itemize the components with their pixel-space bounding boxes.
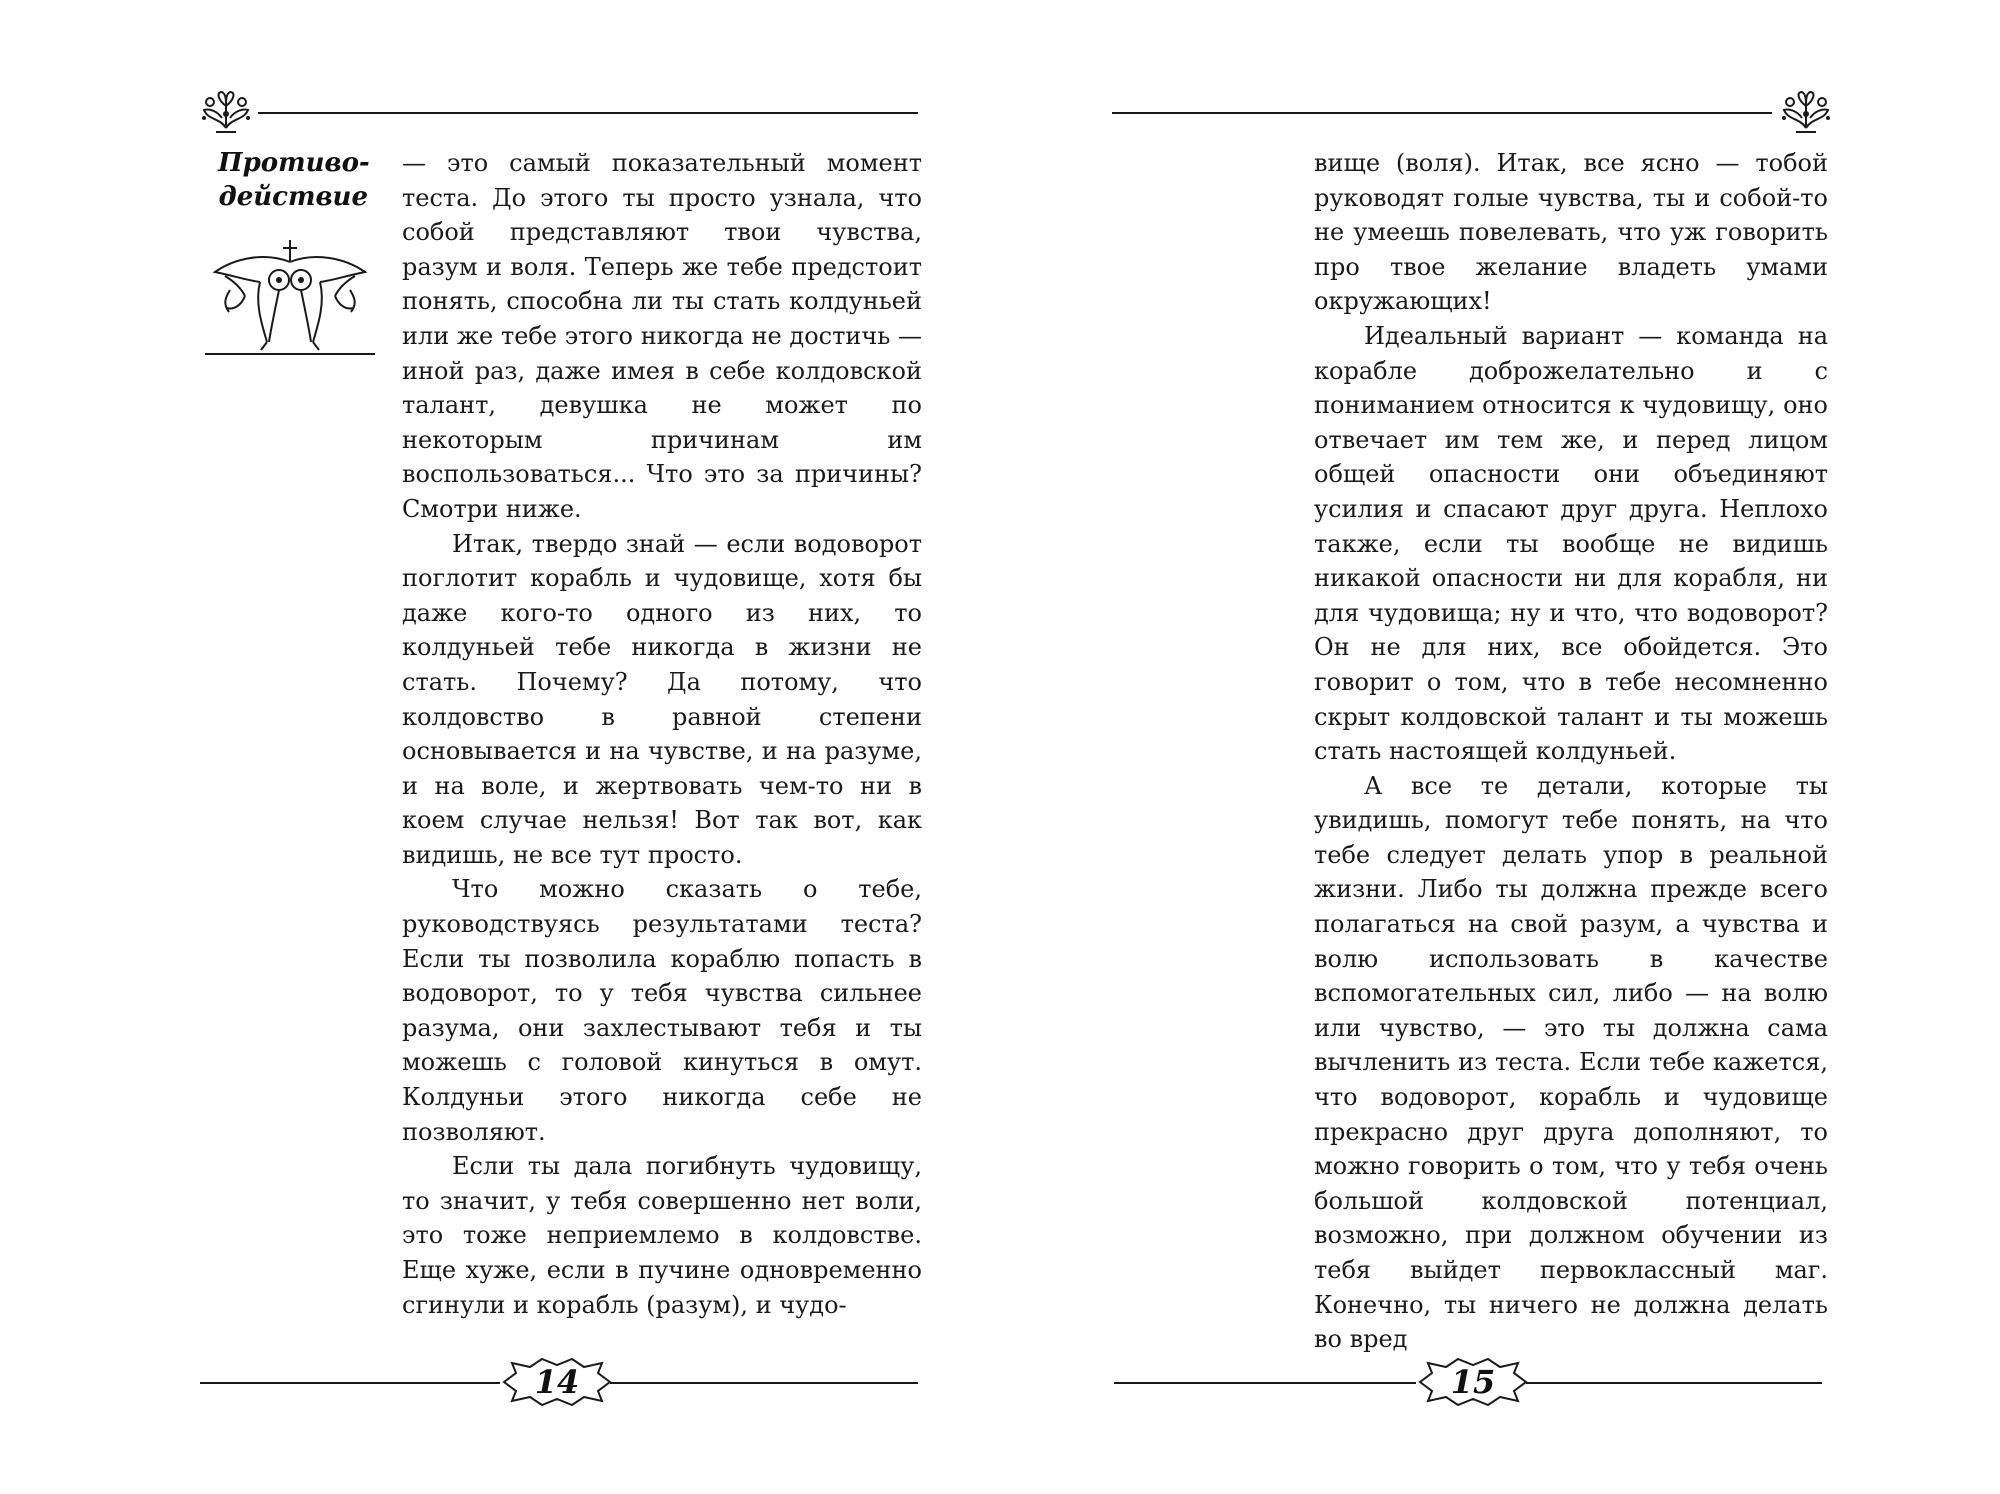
section-rubric: [218, 146, 368, 214]
page-number-badge: [502, 1357, 612, 1407]
header-rule: [1112, 112, 1772, 114]
footer-rule-left: [1114, 1382, 1416, 1384]
rubric-line-2: действие: [218, 182, 368, 212]
header-rule: [258, 112, 918, 114]
page-number: 15: [1450, 1363, 1496, 1401]
winged-figures-vignette: [205, 232, 375, 357]
rubric-line-1: Противо-: [218, 148, 370, 178]
floral-ornament-icon: [196, 88, 256, 134]
footer-rule-left: [200, 1382, 500, 1384]
floral-ornament-icon: [1776, 88, 1836, 134]
paragraph: Идеальный вариант — команда на корабле доброжелательно и с пониманием относится к чудовищу, оно отвечает им тем же, и перед лицом общей опасности они объединяют усилия и спасают друг друга. Неплохо также, если ты вообще не видишь никакой опасности ни для корабля, ни для чудовища; ну и что, что водоворот? Он не для них, все обойдется. Это говорит о том, что в тебе несомненно скрыт колдовской талант и ты можешь стать настоящей колдуньей.: [1314, 321, 1828, 766]
right-page-text: [1314, 146, 1828, 1357]
right-page: [1000, 0, 2000, 1494]
paragraph: вище (воля). Итак, все ясно — тобой руководят голые чувства, ты и собой-то не умеешь повелевать, что уж говорить про твое желание владеть умами окружающих!: [1314, 149, 1828, 316]
left-page-text: [402, 146, 922, 1322]
paragraph: Если ты дала погибнуть чудовищу, то значит, у тебя совершенно нет воли, это тоже неприемлемо в колдовстве. Еще хуже, если в пучине одновременно сгинули и корабль (разум), и чудо-: [402, 1152, 922, 1319]
page-number-badge: [1418, 1357, 1528, 1407]
footer-rule-right: [610, 1382, 918, 1384]
paragraph: Итак, твердо знай — если водоворот поглотит корабль и чудовище, хотя бы даже кого-то одного из них, то колдуньей тебе никогда в жизни не стать. Почему? Да потому, что колдовство в равной степени основывается и на чувстве, и на разуме, и на воле, и жертвовать чем-то ни в коем случае нельзя! Вот так вот, как видишь, не все тут просто.: [402, 529, 922, 869]
paragraph: — это самый показательный момент теста. До этого ты просто узнала, что собой представляют твои чувства, разум и воля. Теперь же тебе предстоит понять, способна ли ты стать колдуньей или же тебе этого никогда не достичь — иной раз, даже имея в себе колдовской талант, девушка не может по некоторым причинам им воспользоваться... Что это за причины? Смотри ниже.: [402, 149, 922, 523]
page-number: 14: [534, 1363, 580, 1401]
footer-rule-right: [1526, 1382, 1822, 1384]
paragraph: А все те детали, которые ты увидишь, помогут тебе понять, на что тебе следует делать упор в реальной жизни. Либо ты должна прежде всего полагаться на свой разум, а чувства и волю использовать в качестве вспомогательных сил, либо — на волю или чувство, — это ты должна сама вычленить из теста. Если тебе кажется, что водоворот, корабль и чудовище прекрасно друг друга дополняют, то можно говорить о том, что у тебя очень большой колдовской потенциал, возможно, при должном обучении из тебя выйдет первоклассный маг. Конечно, ты ничего не должна делать во вред: [1314, 771, 1828, 1354]
paragraph: Что можно сказать о тебе, руководствуясь результатами теста? Если ты позволила кораблю попасть в водоворот, то у тебя чувства сильнее разума, они захлестывают тебя и ты можешь с головой кинуться в омут. Колдуньи этого никогда себе не позволяют.: [402, 875, 922, 1146]
